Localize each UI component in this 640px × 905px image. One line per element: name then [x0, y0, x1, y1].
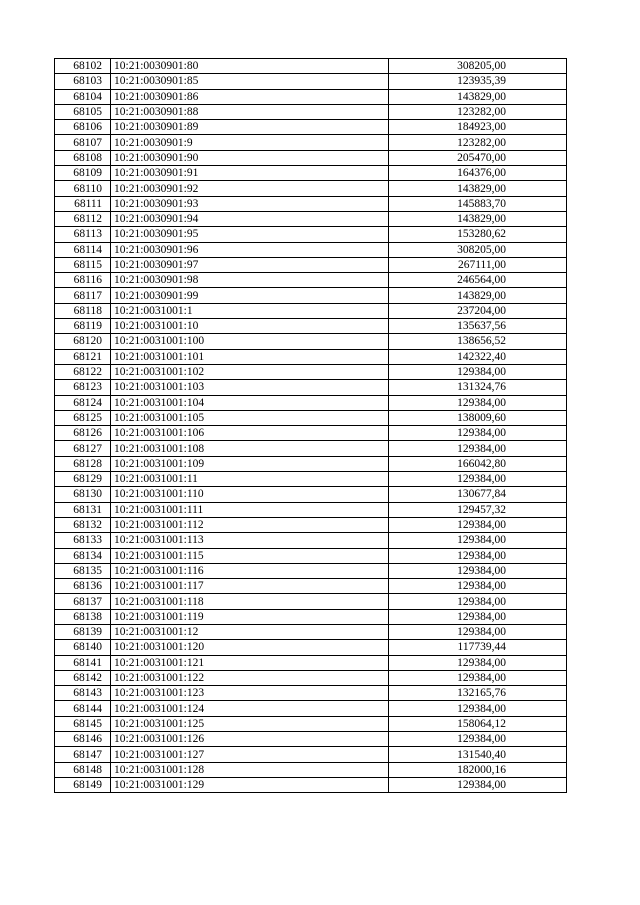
value-cell: 117739,44 [389, 640, 567, 655]
value-cell: 129384,00 [389, 441, 567, 456]
cadastral-number-cell: 10:21:0031001:126 [111, 732, 389, 747]
table-row [55, 456, 567, 471]
value-cell: 143829,00 [389, 288, 567, 303]
row-number-cell: 68116 [55, 273, 111, 288]
value-cell: 129384,00 [389, 395, 567, 410]
row-number-cell: 68135 [55, 563, 111, 578]
cadastral-number-cell: 10:21:0031001:123 [111, 686, 389, 701]
cadastral-number-cell: 10:21:0030901:97 [111, 257, 389, 272]
row-number-cell: 68137 [55, 594, 111, 609]
value-cell: 129457,32 [389, 502, 567, 517]
value-cell: 158064,12 [389, 716, 567, 731]
value-cell: 129384,00 [389, 364, 567, 379]
row-number-cell: 68145 [55, 716, 111, 731]
row-number-cell: 68144 [55, 701, 111, 716]
cadastral-number-cell: 10:21:0031001:113 [111, 533, 389, 548]
table-row [55, 59, 567, 74]
row-number-cell: 68136 [55, 579, 111, 594]
row-number-cell: 68114 [55, 242, 111, 257]
cadastral-number-cell: 10:21:0030901:93 [111, 196, 389, 211]
row-number-cell: 68110 [55, 181, 111, 196]
value-cell: 164376,00 [389, 166, 567, 181]
table-row [55, 104, 567, 119]
table-row [55, 288, 567, 303]
table-row [55, 533, 567, 548]
cadastral-number-cell: 10:21:0030901:9 [111, 135, 389, 150]
row-number-cell: 68132 [55, 517, 111, 532]
cadastral-number-cell: 10:21:0030901:85 [111, 74, 389, 89]
cadastral-number-cell: 10:21:0031001:127 [111, 747, 389, 762]
row-number-cell: 68123 [55, 380, 111, 395]
table-row [55, 640, 567, 655]
value-cell: 129384,00 [389, 426, 567, 441]
table-row [55, 472, 567, 487]
cadastral-number-cell: 10:21:0030901:99 [111, 288, 389, 303]
table-row [55, 548, 567, 563]
row-number-cell: 68103 [55, 74, 111, 89]
table-row [55, 563, 567, 578]
row-number-cell: 68140 [55, 640, 111, 655]
table-row [55, 211, 567, 226]
row-number-cell: 68125 [55, 410, 111, 425]
table-row [55, 135, 567, 150]
value-cell: 129384,00 [389, 670, 567, 685]
value-cell: 267111,00 [389, 257, 567, 272]
table-row [55, 380, 567, 395]
row-number-cell: 68124 [55, 395, 111, 410]
value-cell: 166042,80 [389, 456, 567, 471]
value-cell: 138656,52 [389, 334, 567, 349]
value-cell: 129384,00 [389, 517, 567, 532]
table-row [55, 120, 567, 135]
cadastral-number-cell: 10:21:0030901:95 [111, 227, 389, 242]
table-row [55, 150, 567, 165]
table-row [55, 670, 567, 685]
cadastral-number-cell: 10:21:0031001:101 [111, 349, 389, 364]
cadastral-number-cell: 10:21:0031001:12 [111, 624, 389, 639]
row-number-cell: 68105 [55, 104, 111, 119]
cadastral-number-cell: 10:21:0031001:108 [111, 441, 389, 456]
row-number-cell: 68107 [55, 135, 111, 150]
table-row [55, 517, 567, 532]
row-number-cell: 68104 [55, 89, 111, 104]
value-cell: 182000,16 [389, 762, 567, 777]
row-number-cell: 68113 [55, 227, 111, 242]
cadastral-number-cell: 10:21:0031001:124 [111, 701, 389, 716]
value-cell: 129384,00 [389, 563, 567, 578]
value-cell: 129384,00 [389, 609, 567, 624]
cadastral-number-cell: 10:21:0030901:91 [111, 166, 389, 181]
value-cell: 129384,00 [389, 548, 567, 563]
table-row [55, 732, 567, 747]
row-number-cell: 68115 [55, 257, 111, 272]
row-number-cell: 68143 [55, 686, 111, 701]
row-number-cell: 68131 [55, 502, 111, 517]
value-cell: 129384,00 [389, 624, 567, 639]
table-row [55, 227, 567, 242]
row-number-cell: 68142 [55, 670, 111, 685]
value-cell: 143829,00 [389, 211, 567, 226]
table-row [55, 273, 567, 288]
cadastral-number-cell: 10:21:0031001:100 [111, 334, 389, 349]
table-row [55, 502, 567, 517]
value-cell: 123282,00 [389, 135, 567, 150]
value-cell: 205470,00 [389, 150, 567, 165]
cadastral-number-cell: 10:21:0031001:105 [111, 410, 389, 425]
row-number-cell: 68139 [55, 624, 111, 639]
row-number-cell: 68130 [55, 487, 111, 502]
table-row [55, 334, 567, 349]
cadastral-number-cell: 10:21:0031001:116 [111, 563, 389, 578]
value-cell: 145883,70 [389, 196, 567, 211]
cadastral-number-cell: 10:21:0031001:110 [111, 487, 389, 502]
table-row [55, 166, 567, 181]
cadastral-number-cell: 10:21:0031001:121 [111, 655, 389, 670]
row-number-cell: 68117 [55, 288, 111, 303]
cadastral-number-cell: 10:21:0030901:98 [111, 273, 389, 288]
cadastral-number-cell: 10:21:0031001:125 [111, 716, 389, 731]
row-number-cell: 68120 [55, 334, 111, 349]
cadastral-number-cell: 10:21:0031001:11 [111, 472, 389, 487]
value-cell: 143829,00 [389, 89, 567, 104]
value-cell: 184923,00 [389, 120, 567, 135]
table-row [55, 747, 567, 762]
row-number-cell: 68109 [55, 166, 111, 181]
value-cell: 129384,00 [389, 533, 567, 548]
table-row [55, 181, 567, 196]
value-cell: 131324,76 [389, 380, 567, 395]
table-row [55, 364, 567, 379]
cadastral-number-cell: 10:21:0031001:115 [111, 548, 389, 563]
table-row [55, 89, 567, 104]
table-row [55, 349, 567, 364]
cadastral-number-cell: 10:21:0030901:94 [111, 211, 389, 226]
value-cell: 308205,00 [389, 59, 567, 74]
cadastral-number-cell: 10:21:0031001:1 [111, 303, 389, 318]
table-row [55, 395, 567, 410]
row-number-cell: 68148 [55, 762, 111, 777]
value-cell: 131540,40 [389, 747, 567, 762]
table-row [55, 655, 567, 670]
table-row [55, 624, 567, 639]
cadastral-number-cell: 10:21:0031001:102 [111, 364, 389, 379]
row-number-cell: 68127 [55, 441, 111, 456]
value-cell: 129384,00 [389, 655, 567, 670]
table-row [55, 257, 567, 272]
cadastral-number-cell: 10:21:0031001:119 [111, 609, 389, 624]
value-cell: 123935,39 [389, 74, 567, 89]
value-cell: 129384,00 [389, 594, 567, 609]
value-cell: 308205,00 [389, 242, 567, 257]
row-number-cell: 68149 [55, 777, 111, 792]
table-row [55, 74, 567, 89]
value-cell: 142322,40 [389, 349, 567, 364]
value-cell: 130677,84 [389, 487, 567, 502]
value-cell: 132165,76 [389, 686, 567, 701]
cadastral-number-cell: 10:21:0031001:122 [111, 670, 389, 685]
row-number-cell: 68118 [55, 303, 111, 318]
cadastral-number-cell: 10:21:0031001:106 [111, 426, 389, 441]
cadastral-number-cell: 10:21:0030901:88 [111, 104, 389, 119]
cadastral-number-cell: 10:21:0031001:103 [111, 380, 389, 395]
value-cell: 123282,00 [389, 104, 567, 119]
value-cell: 129384,00 [389, 701, 567, 716]
row-number-cell: 68121 [55, 349, 111, 364]
row-number-cell: 68126 [55, 426, 111, 441]
table-row [55, 686, 567, 701]
cadastral-value-table [54, 58, 567, 793]
table-row [55, 762, 567, 777]
value-cell: 237204,00 [389, 303, 567, 318]
cadastral-number-cell: 10:21:0031001:111 [111, 502, 389, 517]
cadastral-number-cell: 10:21:0031001:109 [111, 456, 389, 471]
value-cell: 129384,00 [389, 777, 567, 792]
cadastral-number-cell: 10:21:0031001:112 [111, 517, 389, 532]
row-number-cell: 68111 [55, 196, 111, 211]
value-cell: 246564,00 [389, 273, 567, 288]
table-body [55, 59, 567, 793]
cadastral-number-cell: 10:21:0031001:117 [111, 579, 389, 594]
value-cell: 129384,00 [389, 579, 567, 594]
cadastral-number-cell: 10:21:0030901:92 [111, 181, 389, 196]
cadastral-number-cell: 10:21:0031001:128 [111, 762, 389, 777]
row-number-cell: 68147 [55, 747, 111, 762]
table-row [55, 196, 567, 211]
row-number-cell: 68138 [55, 609, 111, 624]
cadastral-number-cell: 10:21:0030901:86 [111, 89, 389, 104]
table-row [55, 579, 567, 594]
row-number-cell: 68133 [55, 533, 111, 548]
cadastral-number-cell: 10:21:0030901:96 [111, 242, 389, 257]
row-number-cell: 68106 [55, 120, 111, 135]
table-row [55, 441, 567, 456]
cadastral-number-cell: 10:21:0031001:118 [111, 594, 389, 609]
cadastral-number-cell: 10:21:0031001:120 [111, 640, 389, 655]
table-row [55, 701, 567, 716]
value-cell: 129384,00 [389, 732, 567, 747]
cadastral-number-cell: 10:21:0031001:104 [111, 395, 389, 410]
row-number-cell: 68119 [55, 319, 111, 334]
table-row [55, 487, 567, 502]
table-row [55, 426, 567, 441]
row-number-cell: 68146 [55, 732, 111, 747]
table-row [55, 242, 567, 257]
value-cell: 153280,62 [389, 227, 567, 242]
table-row [55, 777, 567, 792]
table-row [55, 410, 567, 425]
cadastral-number-cell: 10:21:0031001:10 [111, 319, 389, 334]
row-number-cell: 68102 [55, 59, 111, 74]
table-row [55, 594, 567, 609]
table-row [55, 609, 567, 624]
row-number-cell: 68128 [55, 456, 111, 471]
table-row [55, 319, 567, 334]
table-row [55, 716, 567, 731]
value-cell: 129384,00 [389, 472, 567, 487]
table-row [55, 303, 567, 318]
cadastral-number-cell: 10:21:0030901:80 [111, 59, 389, 74]
cadastral-number-cell: 10:21:0030901:89 [111, 120, 389, 135]
row-number-cell: 68112 [55, 211, 111, 226]
row-number-cell: 68141 [55, 655, 111, 670]
row-number-cell: 68129 [55, 472, 111, 487]
cadastral-number-cell: 10:21:0030901:90 [111, 150, 389, 165]
value-cell: 135637,56 [389, 319, 567, 334]
row-number-cell: 68122 [55, 364, 111, 379]
cadastral-number-cell: 10:21:0031001:129 [111, 777, 389, 792]
value-cell: 143829,00 [389, 181, 567, 196]
value-cell: 138009,60 [389, 410, 567, 425]
row-number-cell: 68134 [55, 548, 111, 563]
row-number-cell: 68108 [55, 150, 111, 165]
